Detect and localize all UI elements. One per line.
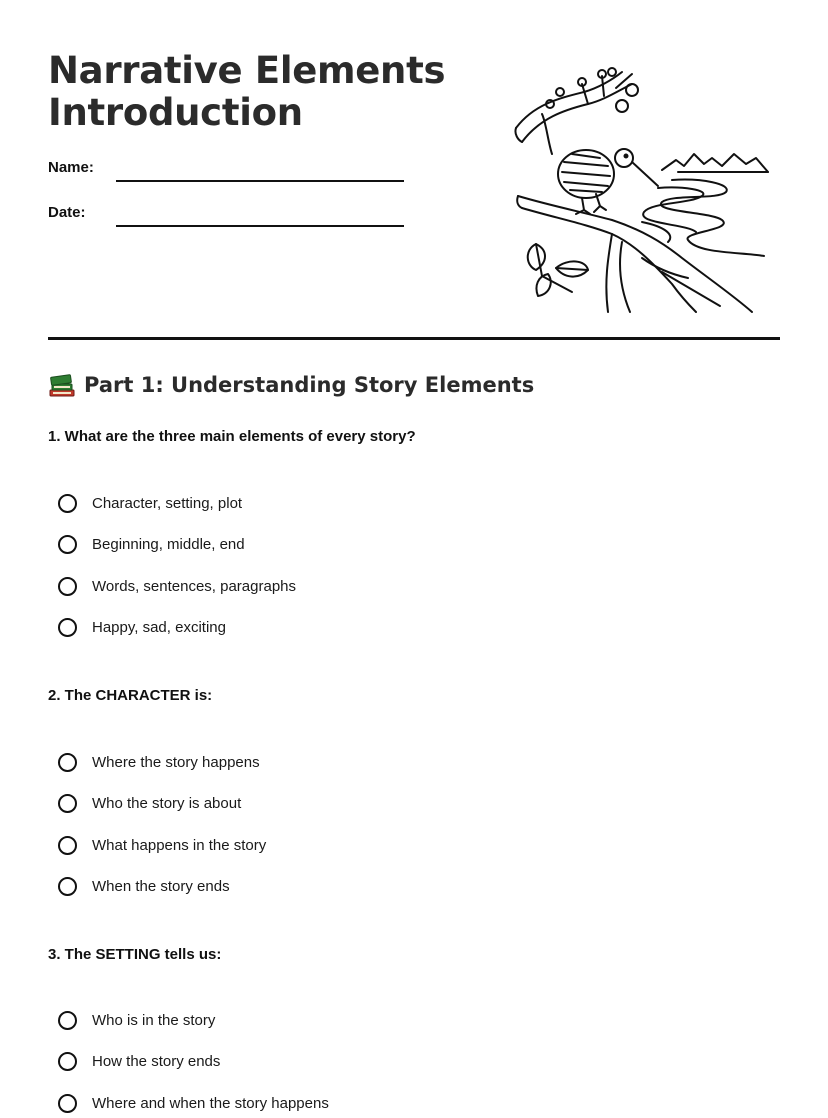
option-label: Where and when the story happens (92, 1094, 329, 1112)
option-label: How the story ends (92, 1052, 221, 1070)
title-line-2: Introduction (48, 91, 303, 134)
q3-option-2[interactable] (58, 1049, 220, 1073)
question-3: 3. The SETTING tells us: (48, 946, 222, 963)
name-label: Name: (48, 159, 94, 176)
option-label: Who is in the story (92, 1011, 216, 1029)
title-line-1: Narrative Elements (48, 49, 446, 92)
radio-button[interactable] (58, 877, 77, 896)
books-icon (48, 372, 76, 398)
option-label: Character, setting, plot (92, 494, 243, 512)
q2-option-4[interactable] (58, 874, 230, 898)
q1-option-3[interactable] (58, 574, 296, 598)
question-2: 2. The CHARACTER is: (48, 687, 213, 704)
radio-button[interactable] (58, 753, 77, 772)
part1-heading-text: Part 1: Understanding Story Elements (84, 373, 535, 397)
option-label: When the story ends (92, 877, 230, 895)
radio-button[interactable] (58, 535, 77, 554)
page-title (48, 50, 445, 134)
q3-option-3[interactable] (58, 1091, 329, 1115)
radio-button[interactable] (58, 1011, 77, 1030)
question-1: 1. What are the three main elements of every story? (48, 428, 416, 445)
kiwi-bird-illustration (512, 62, 774, 314)
radio-button[interactable] (58, 794, 77, 813)
radio-button[interactable] (58, 1052, 77, 1071)
q1-option-4[interactable] (58, 615, 226, 639)
radio-button[interactable] (58, 494, 77, 513)
radio-button[interactable] (58, 577, 77, 596)
q2-option-3[interactable] (58, 833, 266, 857)
q3-option-1[interactable] (58, 1008, 215, 1032)
part1-heading (48, 372, 534, 398)
radio-button[interactable] (58, 618, 77, 637)
option-label: Who the story is about (92, 794, 242, 812)
date-label: Date: (48, 204, 86, 221)
name-field[interactable] (116, 180, 404, 182)
option-label: What happens in the story (92, 836, 267, 854)
option-label: Happy, sad, exciting (92, 618, 226, 636)
option-label: Beginning, middle, end (92, 535, 245, 553)
radio-button[interactable] (58, 1094, 77, 1113)
option-label: Where the story happens (92, 753, 260, 771)
section-divider (48, 337, 780, 340)
q1-option-1[interactable] (58, 491, 242, 515)
radio-button[interactable] (58, 836, 77, 855)
date-field[interactable] (116, 225, 404, 227)
q1-option-2[interactable] (58, 532, 245, 556)
q2-option-2[interactable] (58, 791, 241, 815)
option-label: Words, sentences, paragraphs (92, 577, 297, 595)
q2-option-1[interactable] (58, 750, 260, 774)
